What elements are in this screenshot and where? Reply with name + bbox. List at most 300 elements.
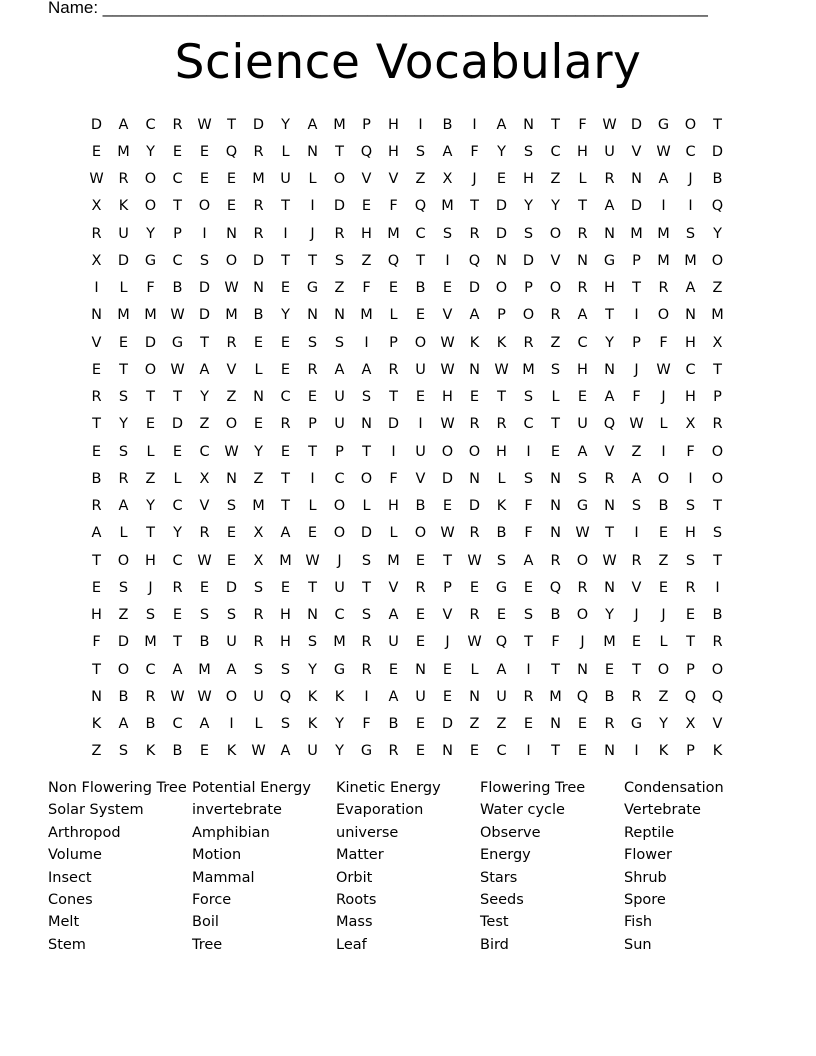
grid-letter: N bbox=[469, 470, 480, 487]
grid-letter: R bbox=[604, 470, 615, 487]
grid-letter: R bbox=[199, 525, 210, 542]
grid-letter: R bbox=[631, 552, 642, 569]
grid-letter: P bbox=[443, 579, 452, 596]
word-bank-item: Flowering Tree bbox=[480, 780, 586, 796]
grid-letter: F bbox=[389, 198, 398, 215]
grid-letter: X bbox=[91, 198, 102, 215]
grid-letter: R bbox=[253, 607, 264, 624]
grid-letter: U bbox=[280, 171, 291, 188]
grid-letter: T bbox=[713, 498, 722, 515]
grid-letter: A bbox=[388, 688, 399, 705]
grid-letter: R bbox=[253, 198, 264, 215]
grid-letter: H bbox=[685, 525, 696, 542]
grid-letter: N bbox=[550, 498, 561, 515]
grid-letter: R bbox=[523, 688, 534, 705]
grid-letter: Z bbox=[469, 716, 480, 733]
grid-letter: T bbox=[146, 389, 155, 406]
grid-letter: W bbox=[656, 361, 671, 378]
word-bank-item: Stem bbox=[48, 936, 86, 953]
grid-letter: W bbox=[602, 116, 617, 133]
grid-letter: A bbox=[118, 716, 129, 733]
grid-letter: O bbox=[333, 498, 346, 515]
word-bank-item: Amphibian bbox=[192, 824, 270, 841]
grid-letter: W bbox=[170, 307, 185, 324]
grid-letter: R bbox=[658, 280, 669, 297]
grid-letter: M bbox=[711, 307, 724, 324]
grid-letter: W bbox=[629, 416, 644, 433]
grid-letter: Z bbox=[118, 607, 129, 624]
word-bank-item: Condensation bbox=[624, 780, 724, 796]
grid-letter: F bbox=[524, 498, 533, 515]
grid-letter: Q bbox=[360, 143, 373, 160]
grid-letter: C bbox=[415, 225, 426, 242]
grid-letter: H bbox=[496, 443, 507, 460]
grid-letter: T bbox=[362, 579, 371, 596]
word-bank-item: Roots bbox=[336, 891, 377, 908]
grid-letter: S bbox=[442, 225, 453, 242]
grid-letter: D bbox=[198, 307, 211, 324]
grid-letter: A bbox=[685, 280, 696, 297]
grid-letter: E bbox=[442, 498, 453, 515]
grid-letter: P bbox=[362, 116, 371, 133]
grid-letter: A bbox=[604, 198, 615, 215]
grid-letter: S bbox=[199, 252, 210, 269]
grid-letter: B bbox=[604, 688, 615, 705]
grid-letter: I bbox=[661, 443, 666, 460]
grid-letter: A bbox=[226, 661, 237, 678]
grid-letter: L bbox=[146, 443, 155, 460]
grid-letter: T bbox=[470, 198, 479, 215]
grid-letter: R bbox=[469, 607, 480, 624]
grid-letter: Y bbox=[254, 443, 263, 460]
word-bank-item: Observe bbox=[480, 824, 541, 841]
grid-letter: E bbox=[415, 607, 426, 624]
grid-letter: S bbox=[550, 361, 561, 378]
grid-letter: N bbox=[361, 416, 372, 433]
grid-letter: H bbox=[442, 389, 453, 406]
grid-letter: T bbox=[497, 389, 506, 406]
grid-letter: E bbox=[469, 579, 480, 596]
grid-letter: S bbox=[685, 498, 696, 515]
grid-letter: Q bbox=[414, 198, 427, 215]
grid-letter: Z bbox=[550, 171, 561, 188]
grid-letter: E bbox=[226, 198, 237, 215]
grid-letter: I bbox=[526, 743, 531, 760]
grid-letter: O bbox=[711, 443, 724, 460]
grid-letter: I bbox=[310, 198, 315, 215]
grid-letter: K bbox=[469, 334, 480, 351]
grid-letter: R bbox=[253, 634, 264, 651]
word-bank-item: Volume bbox=[48, 847, 102, 864]
grid-letter: S bbox=[253, 661, 264, 678]
grid-letter: D bbox=[441, 470, 454, 487]
grid-letter: J bbox=[634, 607, 639, 624]
grid-letter: F bbox=[362, 716, 371, 733]
grid-letter: R bbox=[577, 579, 588, 596]
grid-letter: T bbox=[92, 552, 101, 569]
grid-letter: W bbox=[170, 688, 185, 705]
grid-letter: W bbox=[89, 171, 104, 188]
grid-letter: Z bbox=[199, 416, 210, 433]
grid-letter: C bbox=[172, 171, 183, 188]
grid-letter: T bbox=[281, 498, 290, 515]
grid-letter: T bbox=[443, 552, 452, 569]
grid-letter: R bbox=[118, 171, 129, 188]
grid-letter: B bbox=[172, 743, 183, 760]
word-bank-item: Evaporation bbox=[336, 802, 424, 819]
grid-letter: D bbox=[252, 116, 265, 133]
grid-letter: E bbox=[685, 607, 696, 624]
grid-letter: T bbox=[173, 198, 182, 215]
grid-letter: K bbox=[226, 743, 237, 760]
grid-letter: E bbox=[388, 280, 399, 297]
grid-letter: W bbox=[305, 552, 320, 569]
grid-letter: U bbox=[118, 225, 129, 242]
grid-letter: U bbox=[577, 416, 588, 433]
grid-letter: Z bbox=[145, 470, 156, 487]
grid-letter: O bbox=[684, 116, 697, 133]
grid-letter: P bbox=[686, 661, 695, 678]
grid-letter: V bbox=[388, 171, 399, 188]
word-bank-item: Reptile bbox=[624, 824, 675, 841]
grid-letter: T bbox=[551, 743, 560, 760]
grid-letter: B bbox=[91, 470, 102, 487]
grid-letter: T bbox=[632, 280, 641, 297]
grid-letter: U bbox=[415, 361, 426, 378]
grid-letter: H bbox=[145, 552, 156, 569]
grid-letter: I bbox=[418, 416, 423, 433]
grid-letter: E bbox=[280, 443, 291, 460]
word-bank bbox=[48, 777, 768, 956]
word-bank-item: Tree bbox=[192, 936, 223, 953]
grid-letter: C bbox=[577, 334, 588, 351]
grid-letter: R bbox=[145, 688, 156, 705]
grid-letter: H bbox=[388, 143, 399, 160]
grid-letter: H bbox=[577, 361, 588, 378]
grid-letter: B bbox=[712, 607, 723, 624]
grid-letter: O bbox=[414, 525, 427, 542]
word-bank-item: Energy bbox=[480, 847, 531, 864]
grid-letter: O bbox=[333, 171, 346, 188]
grid-letter: E bbox=[199, 143, 210, 160]
grid-letter: D bbox=[117, 252, 130, 269]
grid-letter: D bbox=[630, 116, 643, 133]
grid-letter: T bbox=[551, 116, 560, 133]
grid-letter: B bbox=[415, 280, 426, 297]
grid-letter: E bbox=[577, 743, 588, 760]
grid-letter: N bbox=[442, 743, 453, 760]
word-bank-item: Melt bbox=[48, 914, 80, 931]
word-bank-item: Potential Energy bbox=[192, 780, 311, 796]
grid-letter: R bbox=[712, 634, 723, 651]
grid-letter: C bbox=[172, 716, 183, 733]
grid-letter: O bbox=[225, 416, 238, 433]
grid-letter: N bbox=[550, 525, 561, 542]
grid-letter: S bbox=[334, 252, 345, 269]
grid-letter: G bbox=[576, 498, 589, 515]
grid-letter: M bbox=[549, 688, 562, 705]
grid-letter: J bbox=[445, 634, 450, 651]
word-bank-item: Solar System bbox=[48, 802, 144, 819]
grid-letter: N bbox=[550, 716, 561, 733]
grid-letter: Y bbox=[146, 498, 155, 515]
grid-letter: E bbox=[172, 143, 183, 160]
grid-letter: O bbox=[711, 470, 724, 487]
grid-letter: M bbox=[144, 634, 157, 651]
grid-letter: M bbox=[657, 225, 670, 242]
grid-letter: R bbox=[550, 307, 561, 324]
grid-letter: N bbox=[604, 498, 615, 515]
grid-letter: X bbox=[253, 525, 264, 542]
grid-letter: Z bbox=[496, 716, 507, 733]
grid-letter: M bbox=[117, 307, 130, 324]
grid-letter: W bbox=[224, 280, 239, 297]
grid-letter: D bbox=[468, 498, 481, 515]
grid-letter: I bbox=[688, 470, 693, 487]
grid-letter: U bbox=[496, 688, 507, 705]
grid-letter: Y bbox=[605, 334, 614, 351]
grid-letter: O bbox=[225, 688, 238, 705]
grid-letter: R bbox=[415, 579, 426, 596]
grid-letter: I bbox=[229, 716, 234, 733]
grid-letter: R bbox=[253, 143, 264, 160]
grid-letter: O bbox=[549, 225, 562, 242]
grid-letter: T bbox=[605, 525, 614, 542]
grid-letter: L bbox=[281, 143, 290, 160]
grid-letter: M bbox=[387, 225, 400, 242]
grid-letter: T bbox=[173, 634, 182, 651]
grid-letter: N bbox=[307, 143, 318, 160]
grid-letter: Q bbox=[279, 688, 292, 705]
grid-letter: D bbox=[90, 116, 103, 133]
grid-letter: G bbox=[495, 579, 508, 596]
grid-letter: S bbox=[118, 443, 129, 460]
grid-letter: K bbox=[658, 743, 669, 760]
grid-letter: R bbox=[469, 416, 480, 433]
grid-letter: T bbox=[713, 116, 722, 133]
grid-letter: E bbox=[415, 743, 426, 760]
grid-letter: E bbox=[415, 552, 426, 569]
grid-letter: B bbox=[118, 688, 129, 705]
word-bank-item: Mass bbox=[336, 914, 373, 931]
grid-letter: V bbox=[442, 307, 453, 324]
grid-letter: F bbox=[686, 443, 695, 460]
grid-letter: C bbox=[685, 361, 696, 378]
grid-letter: T bbox=[281, 470, 290, 487]
grid-letter: W bbox=[440, 525, 455, 542]
grid-letter: N bbox=[307, 307, 318, 324]
grid-letter: S bbox=[523, 470, 534, 487]
word-bank-item: Leaf bbox=[336, 936, 367, 953]
grid-letter: X bbox=[685, 716, 696, 733]
grid-letter: L bbox=[578, 171, 587, 188]
grid-letter: Z bbox=[631, 443, 642, 460]
grid-letter: M bbox=[387, 552, 400, 569]
grid-letter: I bbox=[688, 198, 693, 215]
grid-letter: S bbox=[118, 743, 129, 760]
word-bank-item: Stars bbox=[480, 869, 518, 886]
word-bank-item: Insect bbox=[48, 869, 92, 886]
grid-letter: I bbox=[391, 443, 396, 460]
grid-letter: E bbox=[172, 607, 183, 624]
grid-letter: H bbox=[280, 634, 291, 651]
grid-letter: S bbox=[361, 607, 372, 624]
grid-letter: O bbox=[576, 552, 589, 569]
grid-letter: L bbox=[308, 171, 317, 188]
grid-letter: E bbox=[280, 280, 291, 297]
grid-letter: L bbox=[659, 416, 668, 433]
grid-letter: S bbox=[280, 661, 291, 678]
grid-letter: T bbox=[281, 198, 290, 215]
grid-letter: U bbox=[307, 743, 318, 760]
grid-letter: W bbox=[656, 143, 671, 160]
grid-letter: Y bbox=[524, 198, 533, 215]
grid-letter: C bbox=[172, 252, 183, 269]
grid-letter: E bbox=[469, 743, 480, 760]
grid-letter: B bbox=[415, 498, 426, 515]
word-bank-item: Mammal bbox=[192, 869, 255, 886]
grid-letter: T bbox=[173, 389, 182, 406]
grid-letter: E bbox=[415, 307, 426, 324]
grid-letter: E bbox=[91, 579, 102, 596]
grid-letter: R bbox=[307, 361, 318, 378]
word-bank-item: invertebrate bbox=[192, 802, 282, 819]
grid-letter: T bbox=[308, 252, 317, 269]
grid-letter: D bbox=[198, 280, 211, 297]
grid-letter: A bbox=[469, 307, 480, 324]
grid-letter: O bbox=[576, 607, 589, 624]
grid-letter: W bbox=[170, 361, 185, 378]
grid-letter: E bbox=[307, 389, 318, 406]
grid-letter: F bbox=[362, 280, 371, 297]
grid-letter: Y bbox=[497, 143, 506, 160]
grid-letter: O bbox=[225, 252, 238, 269]
grid-letter: I bbox=[526, 443, 531, 460]
grid-letter: L bbox=[497, 470, 506, 487]
grid-letter: L bbox=[659, 634, 668, 651]
grid-letter: Z bbox=[658, 688, 669, 705]
grid-letter: V bbox=[631, 579, 642, 596]
grid-letter: R bbox=[172, 116, 183, 133]
grid-letter: F bbox=[632, 389, 641, 406]
grid-letter: E bbox=[442, 280, 453, 297]
word-bank-item: Matter bbox=[336, 847, 384, 864]
grid-letter: L bbox=[119, 280, 128, 297]
grid-letter: O bbox=[117, 661, 130, 678]
grid-letter: I bbox=[283, 225, 288, 242]
grid-letter: A bbox=[523, 552, 534, 569]
grid-letter: R bbox=[361, 661, 372, 678]
grid-letter: T bbox=[551, 416, 560, 433]
grid-letter: P bbox=[335, 443, 344, 460]
word-bank-item: Vertebrate bbox=[624, 802, 701, 819]
grid-letter: U bbox=[334, 389, 345, 406]
grid-letter: Q bbox=[576, 688, 589, 705]
grid-letter: T bbox=[578, 198, 587, 215]
grid-letter: E bbox=[118, 334, 129, 351]
grid-letter: U bbox=[415, 443, 426, 460]
grid-letter: U bbox=[604, 143, 615, 160]
grid-letter: V bbox=[91, 334, 102, 351]
grid-letter: T bbox=[605, 307, 614, 324]
grid-letter: X bbox=[91, 252, 102, 269]
grid-letter: E bbox=[307, 525, 318, 542]
grid-letter: A bbox=[658, 171, 669, 188]
grid-letter: A bbox=[172, 661, 183, 678]
grid-letter: E bbox=[388, 661, 399, 678]
grid-letter: T bbox=[551, 661, 560, 678]
grid-letter: F bbox=[92, 634, 101, 651]
grid-letter: K bbox=[307, 716, 318, 733]
grid-letter: J bbox=[472, 171, 477, 188]
grid-letter: T bbox=[389, 389, 398, 406]
grid-letter: L bbox=[119, 525, 128, 542]
grid-letter: H bbox=[280, 607, 291, 624]
grid-letter: E bbox=[523, 716, 534, 733]
grid-letter: D bbox=[387, 416, 400, 433]
grid-letter: N bbox=[685, 307, 696, 324]
grid-letter: T bbox=[281, 252, 290, 269]
word-bank-item: Motion bbox=[192, 847, 242, 864]
grid-letter: F bbox=[578, 116, 587, 133]
grid-letter: A bbox=[199, 361, 210, 378]
grid-letter: V bbox=[388, 579, 399, 596]
grid-letter: U bbox=[334, 579, 345, 596]
grid-letter: V bbox=[199, 498, 210, 515]
grid-letter: F bbox=[659, 334, 668, 351]
grid-letter: N bbox=[469, 361, 480, 378]
grid-letter: S bbox=[118, 389, 129, 406]
grid-letter: R bbox=[361, 634, 372, 651]
grid-letter: U bbox=[253, 688, 264, 705]
grid-letter: I bbox=[526, 661, 531, 678]
grid-letter: U bbox=[334, 416, 345, 433]
grid-letter: S bbox=[685, 552, 696, 569]
grid-letter: L bbox=[389, 307, 398, 324]
grid-letter: T bbox=[146, 525, 155, 542]
grid-letter: M bbox=[522, 361, 535, 378]
grid-letter: R bbox=[334, 225, 345, 242]
grid-letter: D bbox=[495, 225, 508, 242]
grid-letter: A bbox=[118, 116, 129, 133]
grid-letter: M bbox=[630, 225, 643, 242]
grid-letter: M bbox=[360, 307, 373, 324]
grid-letter: S bbox=[361, 389, 372, 406]
grid-letter: S bbox=[280, 716, 291, 733]
grid-letter: Y bbox=[335, 716, 344, 733]
grid-letter: E bbox=[226, 552, 237, 569]
grid-letter: X bbox=[253, 552, 264, 569]
grid-letter: R bbox=[604, 716, 615, 733]
grid-letter: I bbox=[364, 334, 369, 351]
grid-letter: K bbox=[334, 688, 345, 705]
grid-letter: P bbox=[173, 225, 182, 242]
grid-letter: E bbox=[145, 416, 156, 433]
grid-letter: R bbox=[91, 498, 102, 515]
grid-letter: I bbox=[445, 252, 450, 269]
grid-letter: M bbox=[603, 634, 616, 651]
grid-letter: S bbox=[118, 579, 129, 596]
grid-letter: I bbox=[94, 280, 99, 297]
word-bank-item: Fish bbox=[624, 914, 653, 931]
grid-letter: R bbox=[577, 225, 588, 242]
grid-letter: L bbox=[308, 498, 317, 515]
grid-letter: J bbox=[634, 361, 639, 378]
grid-letter: N bbox=[469, 688, 480, 705]
grid-letter: Z bbox=[415, 171, 426, 188]
grid-letter: Q bbox=[495, 634, 508, 651]
grid-letter: W bbox=[467, 634, 482, 651]
